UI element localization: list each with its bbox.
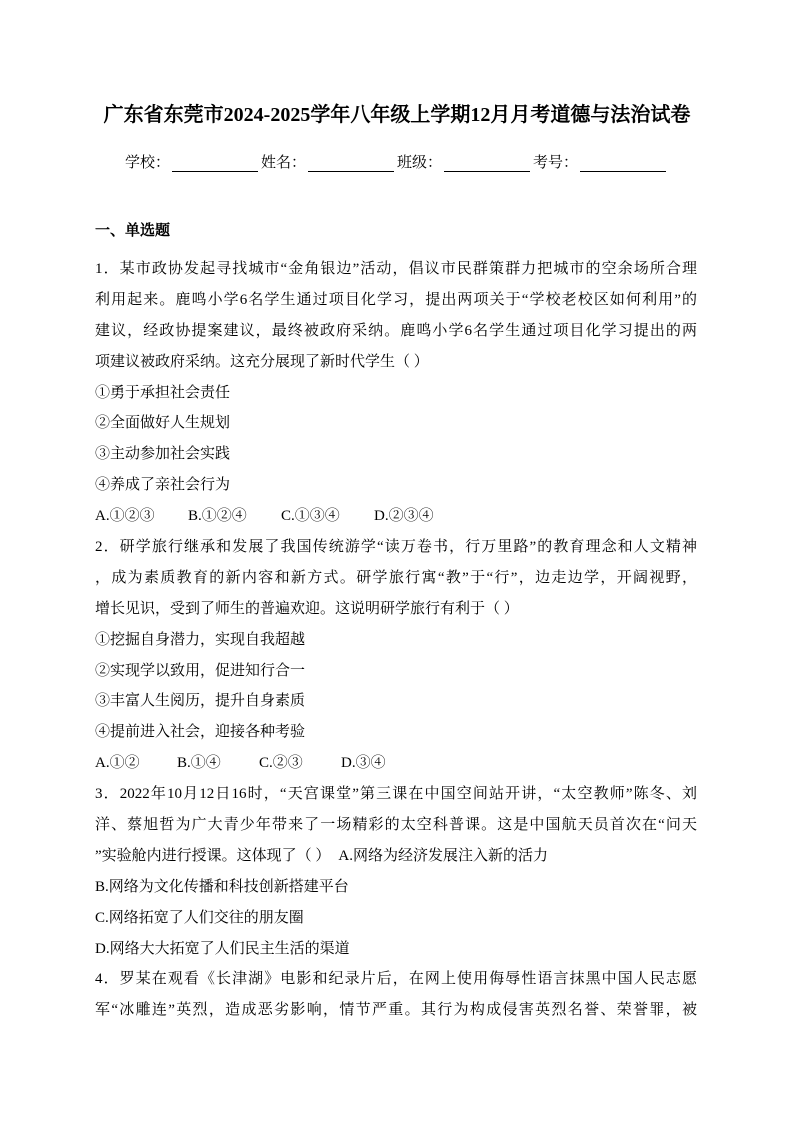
info-label: 考号： <box>533 155 579 171</box>
question-4 <box>95 964 697 1026</box>
question-2 <box>95 532 697 779</box>
statement-item: ③丰富人生阅历，提升自身素质 <box>95 693 306 710</box>
answer-option-b: B.①②④ <box>188 508 247 525</box>
answer-option-a: A.①②③ <box>95 508 155 525</box>
statement-item: ④提前进入社会，迎接各种考验 <box>95 724 306 741</box>
answer-option-a: A.①② <box>95 755 140 772</box>
question-stem-line: 1．某市政协发起寻找城市“金角银边”活动，倡议市民群策群力把城市的空余场所合理 <box>95 261 697 277</box>
info-blank-line <box>172 154 258 172</box>
info-blank-line <box>444 154 530 172</box>
answer-option-d: D.②③④ <box>374 508 434 525</box>
question-stem-line: 洋、蔡旭哲为广大青少年带来了一场精彩的太空科普课。这是中国航天员首次在“问天 <box>95 817 697 834</box>
answer-option-b: B.①④ <box>177 755 221 772</box>
statement-item: ①勇于承担社会责任 <box>95 384 231 401</box>
answer-option-d: D.网络大大拓宽了人们民主生活的渠道 <box>95 940 350 957</box>
info-field-school <box>125 151 261 175</box>
exam-title: 广东省东莞市2024-2025学年八年级上学期12月月考道德与法治试卷 <box>103 104 691 126</box>
question-stem-line: 军“冰雕连”英烈，造成恶劣影响，情节严重。其行为构成侵害英烈名誉、荣誉罪，被 <box>95 1002 697 1019</box>
question-1 <box>95 254 697 532</box>
info-field-name <box>261 151 397 175</box>
question-3 <box>95 779 697 964</box>
question-stem-line: 2．研学旅行继承和发展了我国传统游学“读万卷书，行万里路”的教育理念和人文精神 <box>95 539 697 556</box>
answer-option-c: C.①③④ <box>281 508 340 525</box>
info-blank-line <box>308 154 394 172</box>
info-label: 班级： <box>397 155 443 171</box>
info-label: 学校： <box>125 155 171 171</box>
question-stem-line: 增长见识，受到了师生的普遍欢迎。这说明研学旅行有利于（ ） <box>95 600 519 617</box>
answer-option-c: C.网络拓宽了人们交往的朋友圈 <box>95 909 304 926</box>
statement-item: ②全面做好人生规划 <box>95 415 231 432</box>
statement-item: ④养成了亲社会行为 <box>95 477 231 494</box>
answer-options-row <box>95 748 697 779</box>
answer-option-d: D.③④ <box>341 755 386 772</box>
section-heading: 一、单选题 <box>95 223 171 239</box>
question-stem-line: 建议，经政协提案建议，最终被政府采纳。鹿鸣小学6名学生通过项目化学习提出的两 <box>95 322 697 339</box>
info-field-exam-number <box>533 151 669 175</box>
answer-options-row <box>95 501 697 532</box>
question-stem-line-with-option <box>95 841 697 872</box>
question-stem-line: 项建议被政府采纳。这充分展现了新时代学生（ ） <box>95 353 429 370</box>
question-stem-line: 4．罗某在观看《长津湖》电影和纪录片后，在网上使用侮辱性语言抹黑中国人民志愿 <box>95 971 697 988</box>
info-label: 姓名： <box>261 155 307 171</box>
student-info-line <box>125 151 669 175</box>
info-blank-line <box>580 154 666 172</box>
statement-item: ①挖掘自身潜力，实现自我超越 <box>95 631 306 648</box>
question-stem-line: 3．2022年10月12日16时，“天宫课堂”第三课在中国空间站开讲，“太空教师”陈冬、刘 <box>95 786 697 803</box>
answer-option-c: C.②③ <box>259 755 303 772</box>
question-list <box>95 254 697 1026</box>
statement-item: ②实现学以致用，促进知行合一 <box>95 662 306 679</box>
answer-option-b: B.网络为文化传播和科技创新搭建平台 <box>95 878 349 895</box>
answer-option-a: A.网络为经济发展注入新的活力 <box>338 847 549 864</box>
question-stem-line: 利用起来。鹿鸣小学6名学生通过项目化学习，提出两项关于“学校老校区如何利用”的 <box>95 291 697 308</box>
question-stem-text: ”实验舱内进行授课。这体现了（ ） <box>95 847 331 864</box>
statement-item: ③主动参加社会实践 <box>95 446 231 463</box>
question-stem-line: ，成为素质教育的新内容和新方式。研学旅行寓“教”于“行”，边走边学，开阔视野， <box>95 569 697 586</box>
info-field-class <box>397 151 533 175</box>
